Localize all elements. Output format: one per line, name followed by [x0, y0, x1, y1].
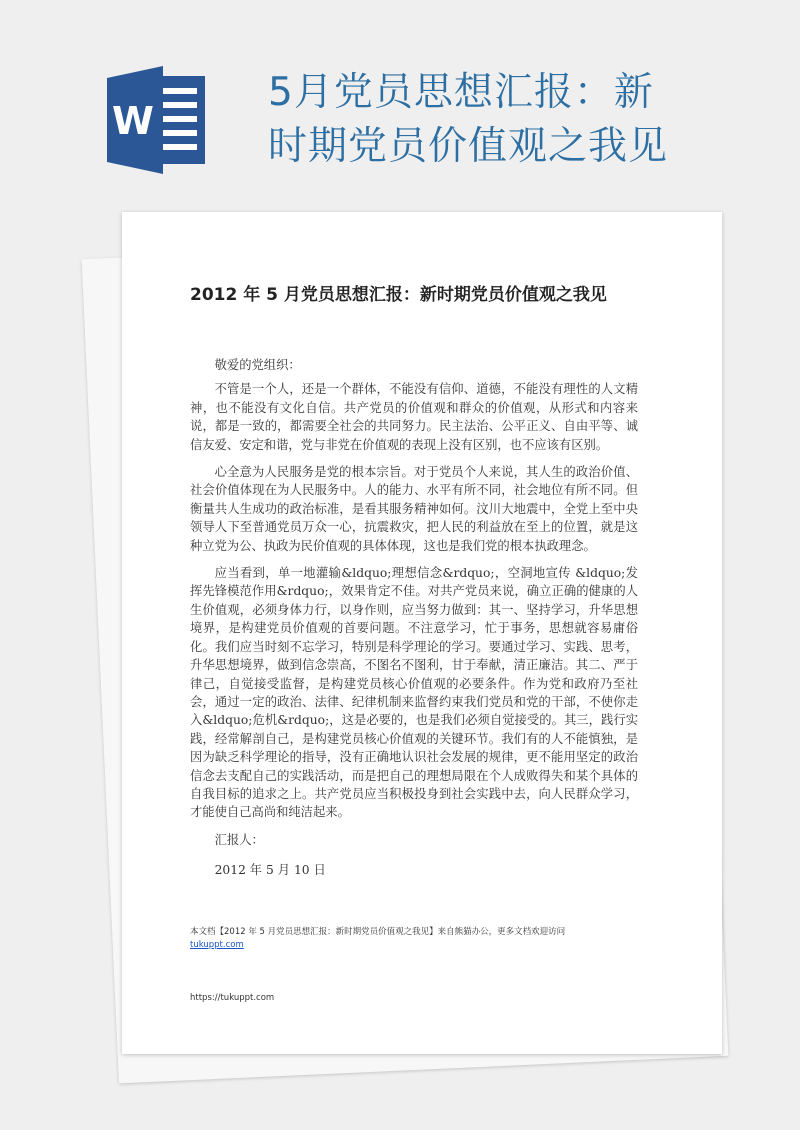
document-title: 2012 年 5 月党员思想汇报：新时期党员价值观之我见	[190, 285, 607, 305]
svg-text:W: W	[112, 99, 154, 143]
paragraph: 不管是一个人，还是一个群体，不能没有信仰、道德，不能没有理性的人文精神，也不能没有文化自信。共产党员的价值观和群众的价值观，从形式和内容来说，都是一致的，都需要全社会的共同努力。民主法治、公平正义、自由平等、诚信友爱、安定和谐，党与非党在价值观的表现上没有区别，也不应该有区别。	[190, 382, 638, 452]
footer-link[interactable]: tukuppt.com	[190, 940, 244, 950]
page-title-line-1: 5月党员思想汇报：新	[268, 70, 654, 115]
document-body	[190, 356, 638, 880]
salutation: 敬爱的党组织：	[214, 358, 301, 372]
page-title-line-2: 时期党员价值观之我见	[268, 124, 669, 169]
paragraph: 心全意为人民服务是党的根本宗旨。对于党员个人来说，其人生的政治价值、社会价值体现在为人民服务中。人的能力、水平有所不同，社会地位有所不同。但衡量共人生成功的政治标准，是看其服务精神如何。汶川大地震中，全党上至中央领导人下至普通党员万众一心，抗震救灾，把人民的利益放在至上的位置，就是这种立党为公、执政为民价值观的具体体现，这也是我们党的根本执政理念。	[190, 465, 638, 553]
page-title	[268, 66, 738, 174]
footer-note-text: 本文档【2012 年 5 月党员思想汇报：新时期党员价值观之我见】来自熊猫办公，更多文档欢迎访问	[190, 927, 566, 937]
bottom-url[interactable]: https://tukuppt.com	[190, 993, 275, 1003]
footer-note	[190, 926, 650, 952]
paragraph: 应当看到，单一地灌输&ldquo;理想信念&rdquo;，空洞地宣传 &ldquo;发挥先锋模范作用&rdquo;，效果肯定不佳。对共产党员来说，确立正确的健康的人生价值观，必须身体力行，以身作则，应当努力做到：其一、坚持学习，升华思想境界，是构建党员价值观的首要问题。不注意学习，忙于事务，思想就容易庸俗化。我们应当时刻不忘学习，特别是科学理论的学习。要通过学习、实践、思考，升华思想境界，做到信念崇高，不图名不图利，甘于奉献，清正廉洁。其二、严于律己，自觉接受监督，是构建党员核心价值观的必要条件。作为党和政府乃至社会，通过一定的政治、法律、纪律机制来监督约束我们党员和党的干部，不使你走入&ldquo;危机&rdquo;，这是必要的，也是我们必须自觉接受的。其三，践行实践，经常解剖自己，是构建党员核心价值观的关键环节。我们有的人不能慎独，是因为缺乏科学理论的指导，没有正确地认识社会发展的规律，更不能用坚定的政治信念去支配自己的实践活动，而是把自己的理想局限在个人成败得失和某个具体的自我目标的追求之上。共产党员应当积极投身到社会实践中去，向人民群众学习，才能使自己高尚和纯洁起来。	[190, 566, 638, 820]
report-date: 2012 年 5 月 10 日	[214, 863, 326, 878]
word-logo-icon	[107, 66, 211, 174]
document-page	[122, 212, 722, 1054]
signer-label: 汇报人：	[214, 832, 264, 847]
